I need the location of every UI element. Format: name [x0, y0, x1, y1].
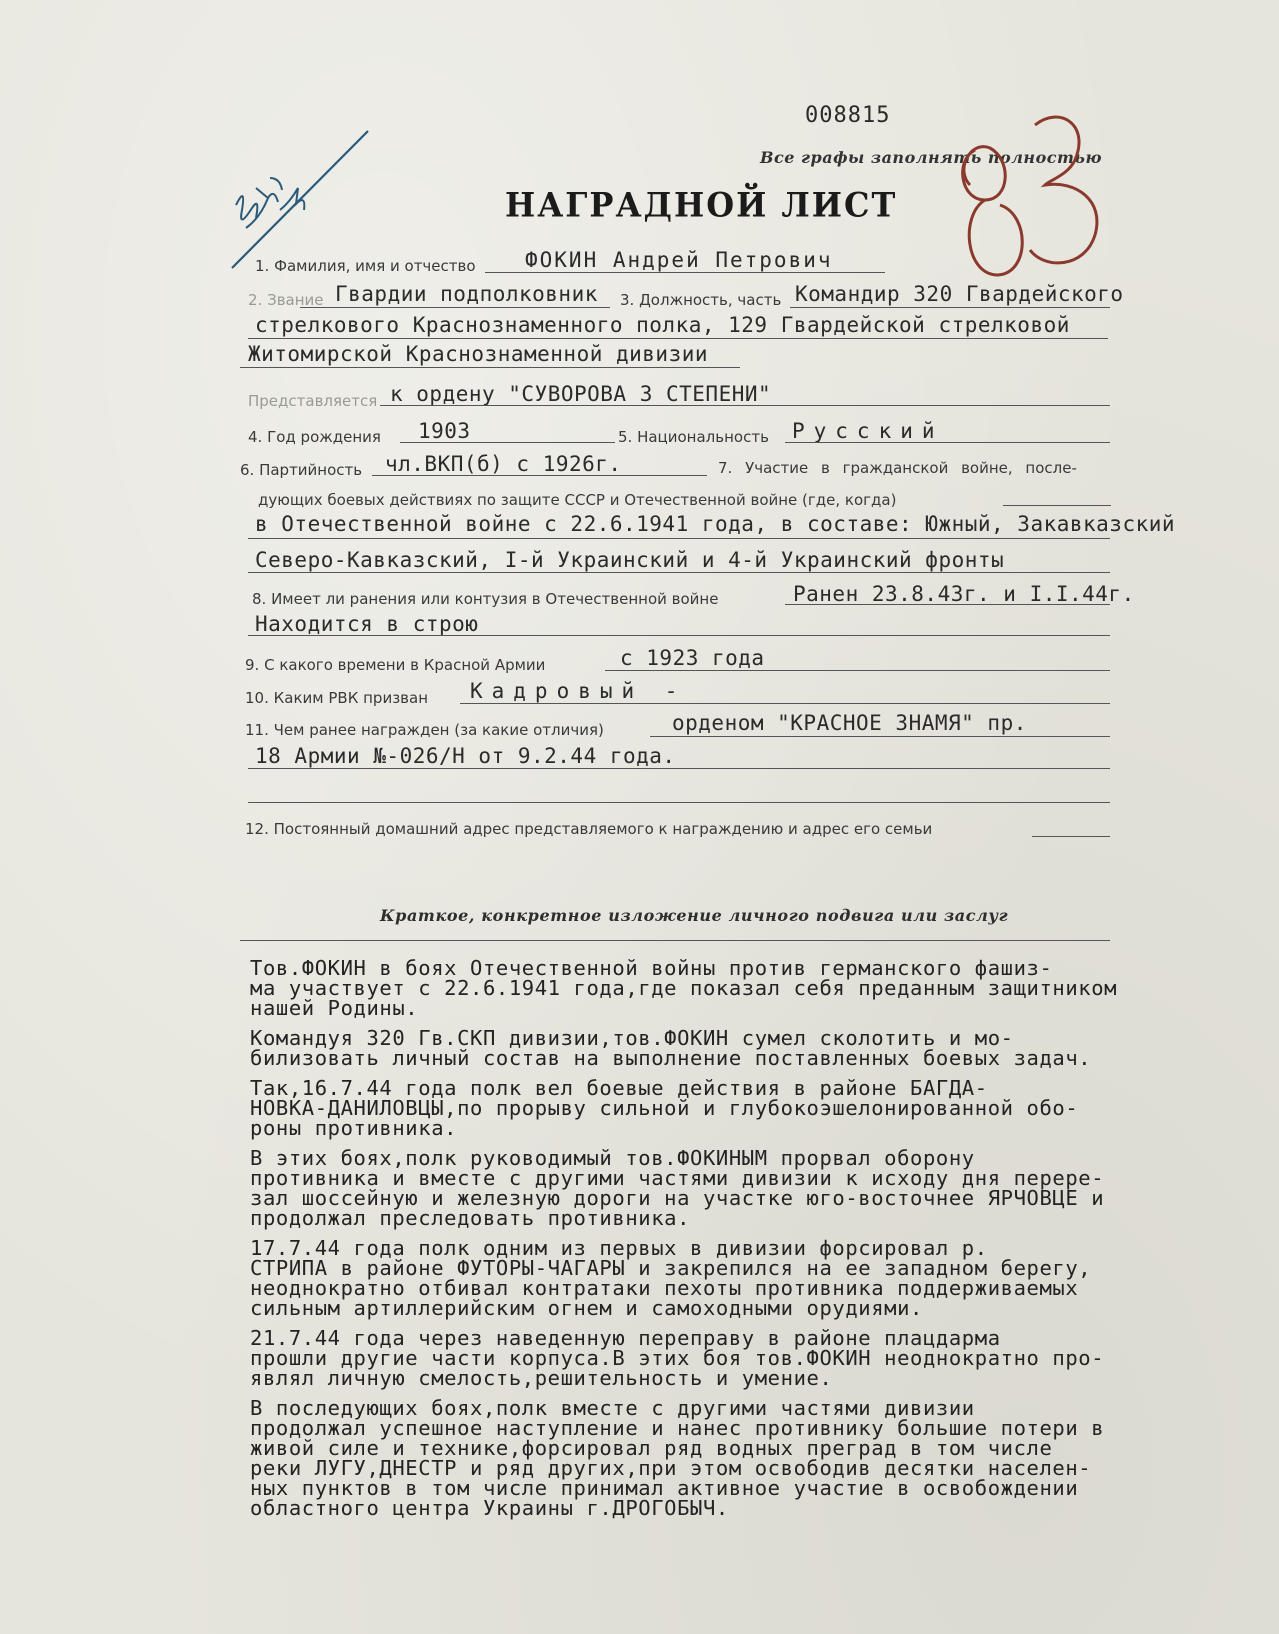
- awards-label: 11. Чем ранее награжден (за какие отличия): [245, 721, 604, 739]
- narrative-line: нашей Родины.: [250, 996, 419, 1020]
- rank-value: Гвардии подполковник: [335, 282, 598, 306]
- narrative-line: билизовать личный состав на выполнение поставленных боевых задач.: [250, 1046, 1092, 1070]
- name-value: ФОКИН Андрей Петрович: [525, 248, 833, 272]
- rvk-label: 10. Каким РВК призван: [245, 689, 429, 707]
- narrative-line: продолжал преследовать противника.: [250, 1206, 691, 1230]
- narrative-line: сильным артиллерийским огнем и самоходными орудиями.: [250, 1296, 923, 1320]
- party-label: 6. Партийность: [240, 461, 363, 479]
- position-label: 3. Должность, часть: [620, 291, 782, 309]
- section-title: Краткое, конкретное изложение личного подвига или заслуг: [380, 906, 1009, 925]
- party-value: чл.ВКП(б) с 1926г.: [385, 452, 622, 476]
- birth-year-value: 1903: [418, 419, 471, 443]
- narrative-line: Командуя 320 Гв.СКП дивизии,тов.ФОКИН сумел сколотить и мо-: [250, 1026, 1014, 1050]
- narrative-line: ма участвует с 22.6.1941 года,где показал себя преданным защитником: [250, 976, 1118, 1000]
- narrative-line: прошли другие части корпуса.В этих боя тов.ФОКИН неоднократно про-: [250, 1346, 1105, 1370]
- nationality-label: 5. Национальность: [618, 428, 769, 446]
- red-pencil-number-8: [963, 147, 1023, 275]
- participation-label-1: 7. Участие в гражданской войне, после-: [718, 459, 1077, 477]
- participation-label-2: дующих боевых действиях по защите СССР и Отечественной войне (где, когда): [258, 491, 897, 509]
- instruction-note: Все графы заполнять полностью: [760, 148, 1102, 167]
- since-value: с 1923 года: [620, 646, 765, 670]
- awards-value-1: орденом "КРАСНОЕ ЗНАМЯ" пр.: [672, 711, 1027, 735]
- narrative-line: реки ЛУГУ,ДНЕСТР и ряд других,при этом освободив десятки населен-: [250, 1456, 1092, 1480]
- narrative-line: СТРИПА в районе ФУТОРЫ-ЧАГАРЫ и закрепился на ее западном берегу,: [250, 1256, 1092, 1280]
- narrative-line: Так,16.7.44 года полк вел боевые действия в районе БАГДА-: [250, 1076, 988, 1100]
- narrative-line: 17.7.44 года полк одним из первых в дивизии форсировал р.: [250, 1236, 988, 1260]
- narrative-line: неоднократно отбивал контратаки пехоты противника поддерживаемых: [250, 1276, 1079, 1300]
- narrative-line: В этих боях,полк руководимый тов.ФОКИНЫМ прорвал оборону: [250, 1146, 975, 1170]
- narrative-line: ных пунктов в том числе принимал активное участие в освобождении: [250, 1476, 1079, 1500]
- wounds-value-2: Находится в строю: [255, 612, 479, 636]
- position-value-1: Командир 320 Гвардейского: [795, 282, 1124, 306]
- narrative-line: зал шоссейную и железную дороги на участке юго-восточнее ЯРЧОВЦЕ и: [250, 1186, 1105, 1210]
- serial-number: 008815: [805, 103, 891, 128]
- birth-year-label: 4. Год рождения: [248, 428, 381, 446]
- narrative-line: живой силе и технике,форсировал ряд водных преград в том числе: [250, 1436, 1053, 1460]
- document-title: НАГРАДНОЙ ЛИСТ: [505, 185, 898, 225]
- participation-value-2: Северо-Кавказский, I-й Украинский и 4-й Украинский фронты: [255, 548, 1005, 572]
- wounds-label: 8. Имеет ли ранения или контузия в Отечественной войне: [252, 590, 719, 608]
- narrative-line: 21.7.44 года через наведенную переправу в районе плацдарма: [250, 1326, 1001, 1350]
- narrative-line: Тов.ФОКИН в боях Отечественной войны против германского фашиз-: [250, 956, 1053, 980]
- address-label: 12. Постоянный домашний адрес представляемого к награждению и адрес его семьи: [245, 820, 933, 838]
- rank-label: 2. Звание: [248, 291, 324, 309]
- narrative-line: роны противника.: [250, 1116, 458, 1140]
- narrative-line: В последующих боях,полк вместе с другими частями дивизии: [250, 1396, 975, 1420]
- narrative-line: противника и вместе с другими частями дивизии к исходу дня перере-: [250, 1166, 1105, 1190]
- position-value-3: Житомирской Краснознаменной дивизии: [248, 342, 709, 366]
- awards-value-2: 18 Армии №-026/Н от 9.2.44 года.: [255, 744, 676, 768]
- red-pencil-number-3: [1030, 117, 1097, 263]
- participation-value-1: в Отечественной войне с 22.6.1941 года, в составе: Южный, Закавказский: [255, 512, 1176, 536]
- narrative-line: НОВКА-ДАНИЛОВЦЫ,по прорыву сильной и глубокоэшелонированной обо-: [250, 1096, 1079, 1120]
- name-label: 1. Фамилия, имя и отчество: [255, 257, 476, 275]
- narrative-line: являл личную смелость,решительность и умение.: [250, 1366, 833, 1390]
- margin-note-scribble: [236, 178, 304, 228]
- nominated-label: Представляется: [248, 392, 378, 410]
- position-value-2: стрелкового Краснознаменного полка, 129 Гвардейской стрелковой: [255, 313, 1070, 337]
- wounds-value-1: Ранен 23.8.43г. и I.I.44г.: [793, 582, 1135, 606]
- ink-diagonal-stroke: [232, 131, 368, 268]
- rvk-value: Кадровый -: [470, 679, 687, 703]
- nationality-value: Русский: [792, 419, 944, 443]
- narrative-line: продолжал успешное наступление и нанес противнику большие потери в: [250, 1416, 1105, 1440]
- narrative-line: областного центра Украины г.ДРОГОБЫЧ.: [250, 1496, 729, 1520]
- nominated-value: к ордену "СУВОРОВА 3 СТЕПЕНИ": [390, 382, 772, 406]
- since-label: 9. С какого времени в Красной Армии: [245, 656, 546, 674]
